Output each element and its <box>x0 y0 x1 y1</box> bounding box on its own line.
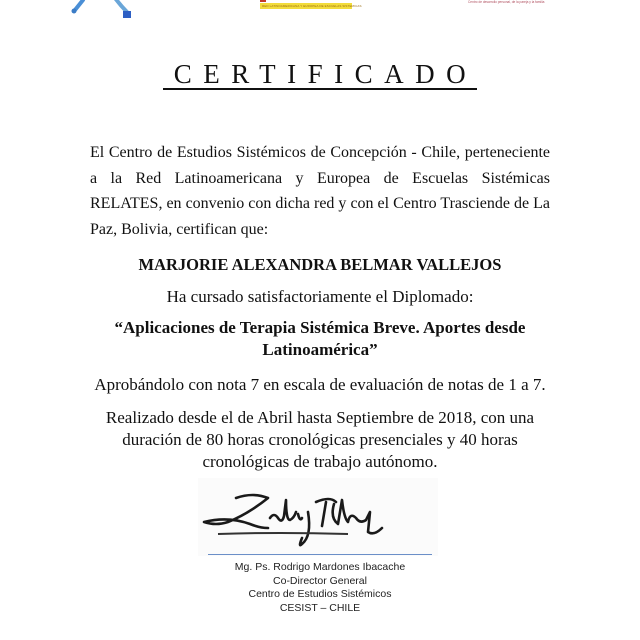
cesist-logo <box>55 0 175 20</box>
signer-block <box>0 561 640 615</box>
trasciende-caption: Centro de desarrollo personal, de la pareja y la familia <box>468 0 545 4</box>
relates-banner-text: RED LATINOAMERICANA Y EUROPEA DE ESCUELAS SISTEMICAS <box>262 3 362 8</box>
logo-header <box>0 0 640 22</box>
completion-statement: Ha cursado satisfactoriamente el Diplomado: <box>166 287 474 306</box>
trasciende-logo <box>468 0 545 6</box>
course-title-line-2: Latinoamérica” <box>262 340 378 359</box>
red-mark-icon <box>260 0 266 2</box>
certificate-title-text: CERTIFICADO <box>163 60 477 90</box>
dates-line-2: duración de 80 horas cronológicas presenciales y 40 horas <box>122 430 518 449</box>
dates-line-1: Realizado desde el de Abril hasta Septiembre de 2018, con una <box>105 408 535 427</box>
course-title-line-1: “Aplicaciones de Terapia Sistémica Breve. Aportes desde <box>114 318 526 337</box>
signer-acronym: CESIST – CHILE <box>279 601 361 614</box>
signer-name: Mg. Ps. Rodrigo Mardones Ibacache <box>234 561 406 573</box>
dates-line-3: cronológicas de trabajo autónomo. <box>202 452 438 471</box>
intro-paragraph: El Centro de Estudios Sistémicos de Concepción - Chile, perteneciente a la Red Latinoamericana y Europea de Escuelas Sistémicas RELATES, en convenio con dicha red y con el Centro Trasciende de La Paz, Bolivia, certifican que: <box>90 144 550 238</box>
signature-line <box>208 554 432 555</box>
signer-organization: Centro de Estudios Sistémicos <box>248 588 392 600</box>
blue-figure-logo-icon <box>55 0 175 20</box>
relates-logo <box>258 0 362 12</box>
course-title <box>60 317 580 361</box>
dates-statement <box>60 407 580 473</box>
signer-role: Co-Director General <box>273 574 367 587</box>
certificate-title <box>0 60 640 90</box>
grade-statement: Aprobándolo con nota 7 en escala de evaluación de notas de 1 a 7. <box>94 375 546 394</box>
recipient-name: MARJORIE ALEXANDRA BELMAR VALLEJOS <box>138 255 502 274</box>
signature-image <box>198 478 438 556</box>
handwritten-signature-icon <box>198 478 438 556</box>
